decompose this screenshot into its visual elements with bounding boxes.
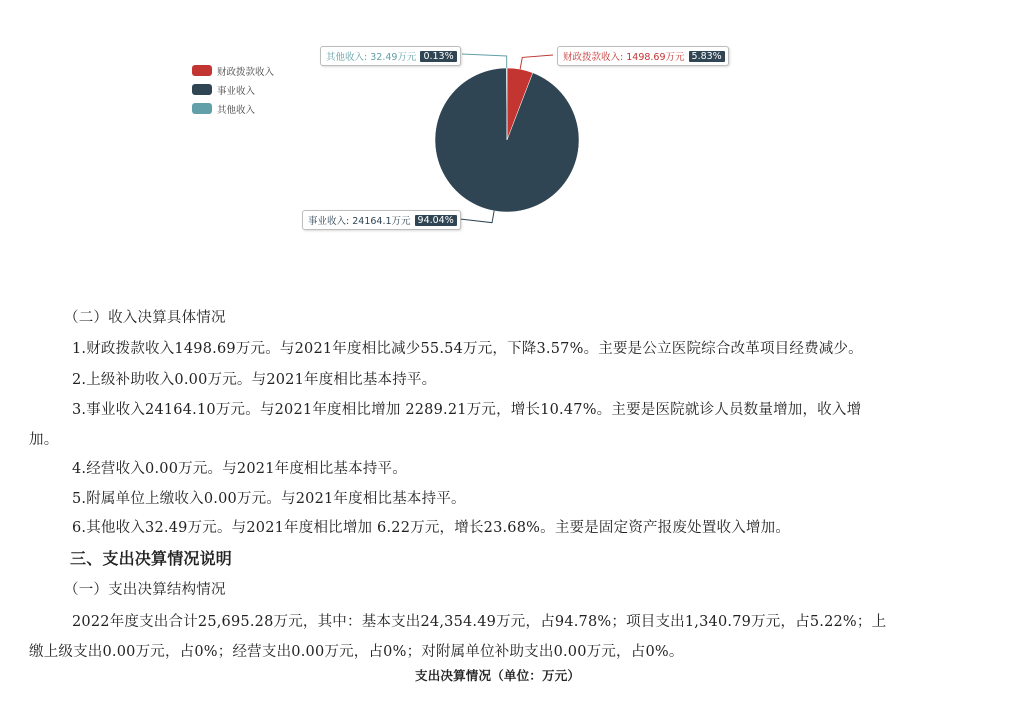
pie-svg: [0, 0, 1023, 290]
chart-legend: [192, 61, 274, 118]
paragraph: 3.事业收入24164.10万元。与2021年度相比增加 2289.21万元，增长10.47%。主要是医院就诊人员数量增加，收入增: [72, 402, 862, 418]
paragraph-continuation: 缴上级支出0.00万元，占0%；经营支出0.00万元，占0%；对附属单位补助支出0.00万元，占0%。: [29, 644, 684, 660]
legend-label: 事业收入: [217, 85, 256, 97]
paragraph: 2022年度支出合计25,695.28万元，其中：基本支出24,354.49万元，占94.78%；项目支出1,340.79万元，占5.22%；上: [72, 614, 887, 630]
paragraph: 5.附属单位上缴收入0.00万元。与2021年度相比基本持平。: [72, 491, 466, 507]
callout-value: 32.49万元: [370, 52, 417, 63]
legend-label: 财政拨款收入: [217, 66, 275, 78]
callout-qita: [320, 46, 461, 66]
legend-label: 其他收入: [217, 104, 256, 116]
callout-shiye: [302, 210, 461, 230]
legend-item-caizheng[interactable]: [192, 61, 274, 80]
leader-line-caizheng: [520, 55, 553, 69]
callout-percent: 94.04%: [415, 215, 457, 226]
section-subheading-income: （二）收入决算具体情况: [64, 310, 226, 326]
paragraph: 6.其他收入32.49万元。与2021年度相比增加 6.22万元，增长23.68%。主要是固定资产报废处置收入增加。: [72, 520, 791, 536]
callout-label: 其他收入:: [326, 52, 368, 63]
callout-percent: 0.13%: [420, 51, 456, 62]
paragraph: 1.财政拨款收入1498.69万元。与2021年度相比减少55.54万元，下降3.57%。主要是公立医院综合改革项目经费减少。: [72, 341, 863, 357]
legend-swatch: [192, 84, 212, 95]
callout-label: 事业收入:: [308, 216, 350, 227]
table-caption: 支出决算情况（单位：万元）: [415, 668, 581, 683]
paragraph-continuation: 加。: [29, 432, 59, 448]
section-heading: 三、支出决算情况说明: [70, 549, 233, 568]
income-pie-chart: [0, 0, 1023, 290]
legend-swatch: [192, 103, 212, 114]
section-subheading-expense: （一）支出决算结构情况: [64, 582, 226, 598]
callout-label: 财政拨款收入:: [563, 52, 624, 63]
callout-percent: 5.83%: [689, 51, 725, 62]
legend-swatch: [192, 65, 212, 76]
paragraph: 4.经营收入0.00万元。与2021年度相比基本持平。: [72, 461, 407, 477]
legend-item-shiye[interactable]: [192, 80, 274, 99]
paragraph: 2.上级补助收入0.00万元。与2021年度相比基本持平。: [72, 372, 437, 388]
callout-value: 1498.69万元: [626, 52, 685, 63]
leader-line-qita: [462, 54, 507, 68]
callout-caizheng: [557, 46, 729, 66]
leader-line-shiye: [460, 211, 494, 223]
legend-item-qita[interactable]: [192, 99, 274, 118]
callout-value: 24164.1万元: [352, 216, 411, 227]
